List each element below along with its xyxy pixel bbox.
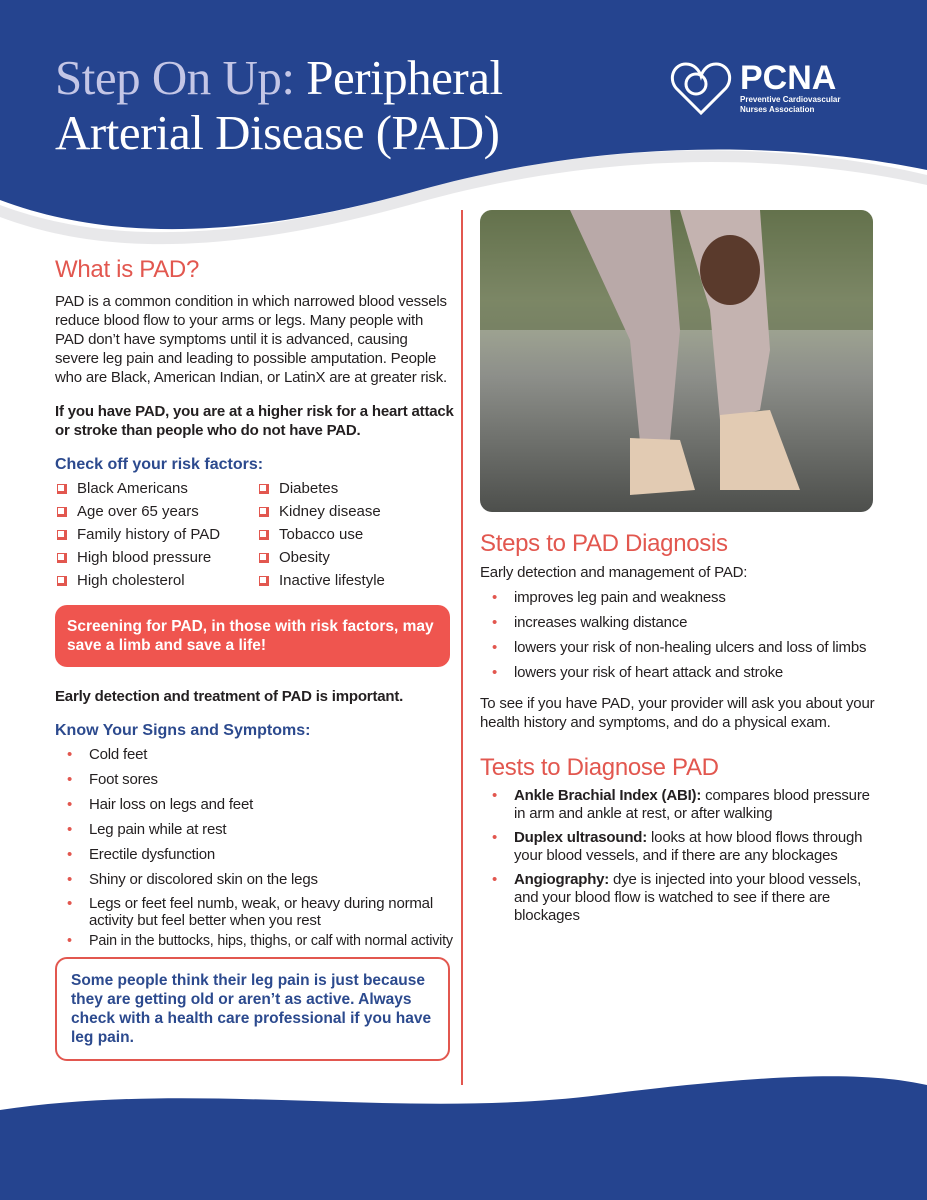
title-line2: Arterial Disease (PAD) (55, 105, 500, 160)
right-column (480, 530, 875, 931)
column-divider (461, 210, 463, 1085)
risk-factor[interactable] (55, 572, 257, 589)
screening-callout: Screening for PAD, in those with risk factors, may save a limb and save a life! (55, 605, 450, 667)
risk-factor[interactable] (55, 480, 257, 497)
tests-heading: Tests to Diagnose PAD (480, 754, 719, 781)
checkbox-icon[interactable] (57, 553, 67, 563)
pcna-logo (668, 58, 841, 118)
steps-heading: Steps to PAD Diagnosis (480, 530, 728, 557)
test-name: Angiography: (514, 871, 610, 888)
provider-text: To see if you have PAD, your provider will ask you about your health history and symptoms, and do a physical exam. (480, 695, 875, 731)
risk-label: High blood pressure (77, 549, 212, 566)
title-line1: Peripheral (294, 50, 503, 105)
risk-factor-checklist (55, 480, 455, 589)
risk-label: High cholesterol (77, 572, 185, 589)
list-item: • improves leg pain and weakness (480, 588, 875, 607)
checkbox-icon[interactable] (259, 530, 269, 540)
list-item (480, 871, 875, 925)
test-desc: looks at how blood flows through your blood vessels, and if there are any blockages (514, 829, 863, 864)
steps-list (480, 588, 875, 682)
what-is-pad-body: PAD is a common condition in which narrowed blood vessels reduce blood flow to your arms or legs. Many people with PAD don’t have symptoms until it is advanced, causing severe leg pain and leading to possible amputation. People who are Black, American Indian, or LatinX are at greater risk. (55, 293, 447, 386)
leg-pain-photo (480, 210, 873, 512)
risk-factor[interactable] (55, 503, 257, 520)
list-item: • Shiny or discolored skin on the legs (55, 870, 455, 889)
checkbox-icon[interactable] (259, 484, 269, 494)
test-name: Ankle Brachial Index (ABI): (514, 787, 702, 804)
logo-subtitle-2: Nurses Association (740, 105, 815, 114)
logo-subtitle-1: Preventive Cardiovascular (740, 95, 841, 104)
leg-pain-note: Some people think their leg pain is just because they are getting old or aren’t as active. Always check with a health care professional if you have leg pain. (55, 957, 450, 1061)
risk-factor[interactable] (55, 549, 257, 566)
list-item: • Erectile dysfunction (55, 845, 455, 864)
checkbox-icon[interactable] (57, 530, 67, 540)
list-item: • Leg pain while at rest (55, 820, 455, 839)
list-item: • Hair loss on legs and feet (55, 795, 455, 814)
test-desc: compares blood pressure in arm and ankle at rest, or after walking (514, 787, 870, 822)
page-title (55, 50, 503, 160)
risk-factor[interactable] (257, 503, 447, 520)
list-item: • Foot sores (55, 770, 455, 789)
list-item: • lowers your risk of non-healing ulcers and loss of limbs (480, 638, 875, 657)
risk-statement: If you have PAD, you are at a higher risk for a heart attack or stroke than people who do not have PAD. (55, 403, 454, 439)
runner-leg-illustration (480, 210, 873, 512)
checkbox-icon[interactable] (57, 484, 67, 494)
checkbox-icon[interactable] (259, 553, 269, 563)
list-item: • increases walking distance (480, 613, 875, 632)
list-item: • lowers your risk of heart attack and stroke (480, 663, 875, 682)
risk-label: Tobacco use (279, 526, 364, 543)
checkbox-icon[interactable] (259, 507, 269, 517)
steps-intro: Early detection and management of PAD: (480, 564, 748, 581)
checkbox-icon[interactable] (259, 576, 269, 586)
risk-label: Inactive lifestyle (279, 572, 385, 589)
test-desc: dye is injected into your blood vessels, and your blood flow is watched to see if there are blockages (514, 871, 862, 924)
tests-list (480, 787, 875, 925)
risk-factor[interactable] (257, 549, 447, 566)
checkbox-icon[interactable] (57, 576, 67, 586)
title-highlight: Step On Up: (55, 50, 295, 105)
risk-factor[interactable] (257, 526, 447, 543)
risk-label: Obesity (279, 549, 330, 566)
checkbox-icon[interactable] (57, 507, 67, 517)
left-column (55, 256, 455, 1061)
list-item (480, 829, 875, 865)
logo-name: PCNA (740, 59, 837, 97)
list-item (480, 787, 875, 823)
list-item: • Legs or feet feel numb, weak, or heavy during normal activity but feel better when you rest (55, 895, 455, 929)
risk-label: Age over 65 years (77, 503, 199, 520)
risk-label: Kidney disease (279, 503, 381, 520)
signs-list (55, 745, 455, 951)
signs-heading: Know Your Signs and Symptoms: (55, 722, 311, 739)
risk-label: Family history of PAD (77, 526, 221, 543)
what-is-pad-heading: What is PAD? (55, 256, 199, 283)
heart-logo-icon (668, 58, 734, 118)
risk-factors-heading: Check off your risk factors: (55, 456, 264, 473)
risk-factor[interactable] (55, 526, 257, 543)
list-item: • Pain in the buttocks, hips, thighs, or calf with normal activity (55, 932, 455, 951)
risk-factor[interactable] (257, 480, 447, 497)
risk-label: Diabetes (279, 480, 339, 497)
list-item: • Cold feet (55, 745, 455, 764)
test-name: Duplex ultrasound: (514, 829, 648, 846)
early-detection-text: Early detection and treatment of PAD is important. (55, 688, 404, 705)
risk-label: Black Americans (77, 480, 188, 497)
risk-factor[interactable] (257, 572, 447, 589)
